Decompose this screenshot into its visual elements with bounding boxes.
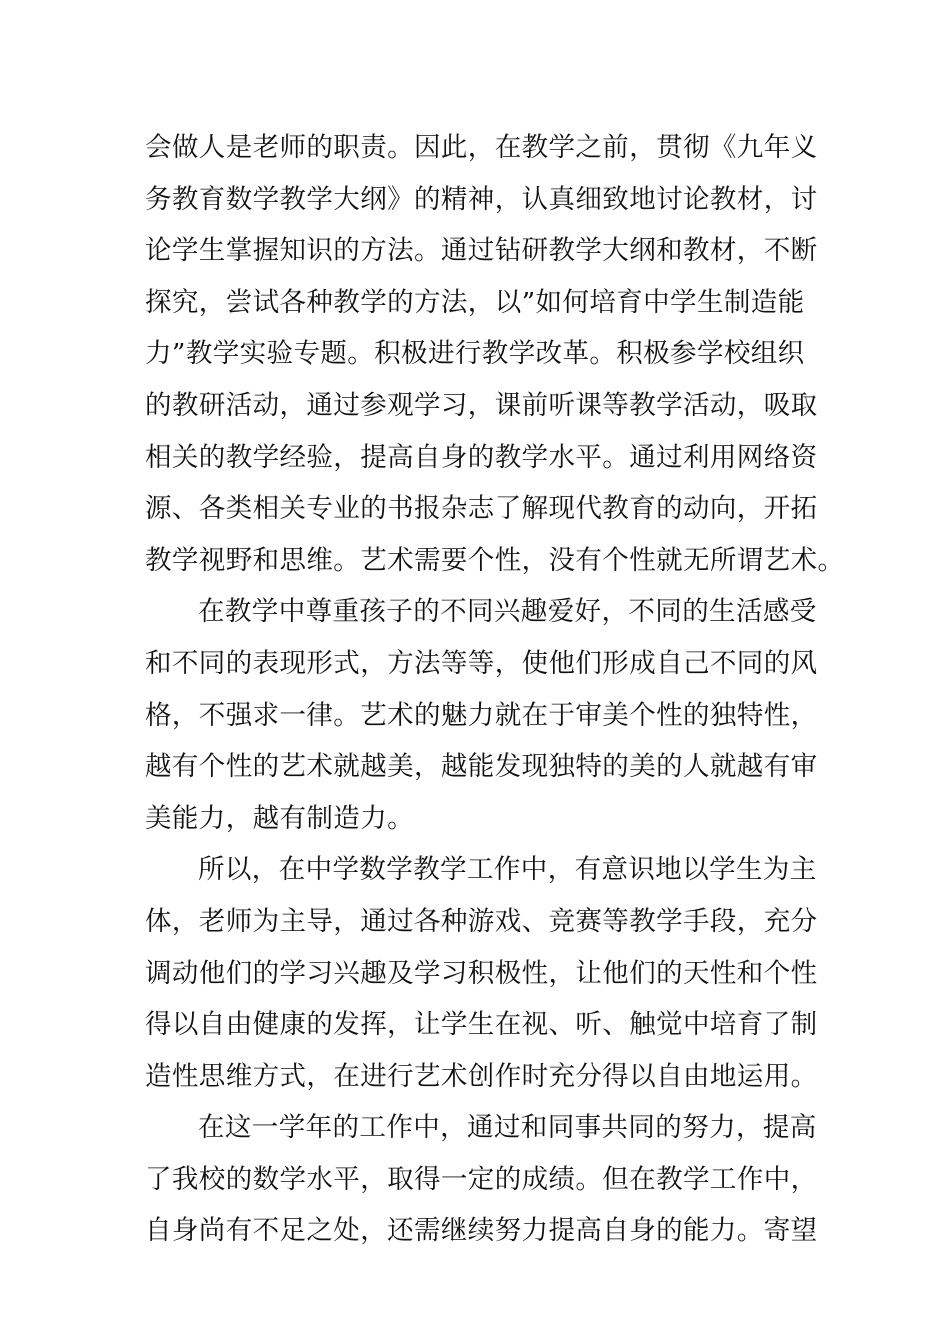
text-line: 相关的教学经验，提高自身的教学水平。通过利用网络资 — [145, 441, 818, 473]
text-line: 了我校的数学水平，取得一定的成绩。但在教学工作中， — [145, 1163, 818, 1195]
text-line: 美能力，越有制造力。 — [145, 802, 414, 834]
text-line: 务教育数学教学大纲》的精神，认真细致地讨论教材，讨 — [145, 183, 818, 215]
text-line: 得以自由健康的发挥，让学生在视、听、触觉中培育了制 — [145, 1009, 818, 1041]
text-line: 会做人是老师的职责。因此，在教学之前，贯彻《九年义 — [145, 132, 818, 163]
body-text — [145, 122, 845, 1257]
text-line: 越有个性的艺术就越美，越能发现独特的美的人就越有审 — [145, 751, 818, 783]
text-line: 探究，尝试各种教学的方法，以”如何培育中学生制造能 — [145, 286, 805, 318]
text-line: 力”教学实验专题。积极进行教学改革。积极参学校组织 — [145, 338, 805, 370]
text-line: 自身尚有不足之处，还需继续努力提高自身的能力。寄望 — [145, 1215, 818, 1247]
paragraph-first-line: 在这一学年的工作中，通过和同事共同的努力，提高 — [198, 1112, 817, 1144]
text-line: 教学视野和思维。艺术需要个性，没有个性就无所谓艺术。 — [145, 544, 845, 576]
text-line: 造性思维方式，在进行艺术创作时充分得以自由地运用。 — [145, 1060, 818, 1092]
text-line: 论学生掌握知识的方法。通过钻研教学大纲和教材，不断 — [145, 235, 818, 267]
text-line: 调动他们的学习兴趣及学习积极性，让他们的天性和个性 — [145, 957, 818, 989]
text-line: 和不同的表现形式，方法等等，使他们形成自己不同的风 — [145, 647, 818, 679]
text-line: 源、各类相关专业的书报杂志了解现代教育的动向，开拓 — [145, 493, 818, 525]
text-line: 的教研活动，通过参观学习，课前听课等教学活动，吸取 — [145, 389, 818, 421]
paragraph-first-line: 在教学中尊重孩子的不同兴趣爱好，不同的生活感受 — [198, 596, 817, 628]
paragraph-first-line: 所以，在中学数学教学工作中，有意识地以学生为主 — [198, 854, 817, 886]
text-line: 格，不强求一律。艺术的魅力就在于审美个性的独特性， — [145, 699, 818, 731]
text-line: 体，老师为主导，通过各种游戏、竞赛等教学手段，充分 — [145, 905, 818, 937]
